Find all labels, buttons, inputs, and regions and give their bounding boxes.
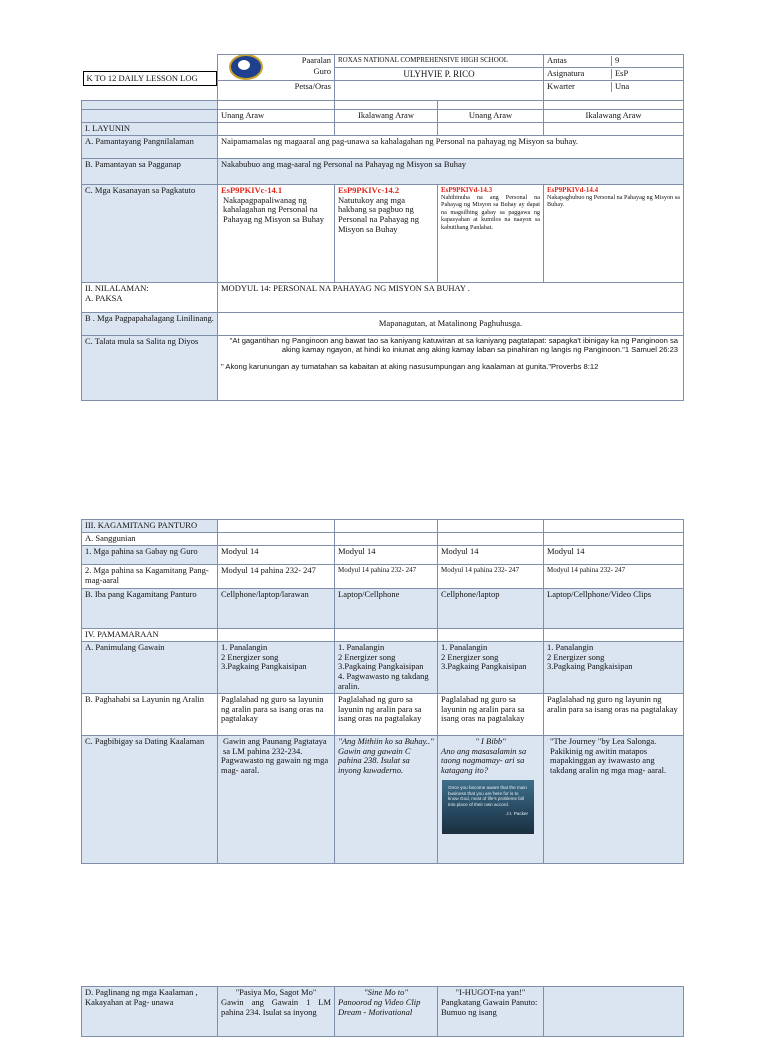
kagamitang-value: Modyul 14 pahina 232- 247: [218, 565, 335, 589]
kasanayan-col-2: [335, 184, 438, 282]
panimulang-col-3: [438, 641, 544, 693]
competency-code: EsP9PKIVc-14.1: [221, 184, 283, 195]
competency-text: Natutukoy ang mga hakbang sa pagbuo ng Personal na Pahayag ng Misyon sa Buhay: [338, 194, 419, 234]
nilalaman-label-cell: [82, 282, 218, 312]
paglinang-col-1: [218, 987, 335, 1037]
kasanayan-col-4: [544, 184, 684, 282]
paghahabi-value: Paglalahad ng guro sa layunin ng aralin para sa isang oras na pagtalakay: [218, 693, 335, 735]
gabay-guro-value: Modyul 14: [544, 546, 684, 565]
activity-title: "I-HUGOT-na yan!": [455, 987, 526, 997]
day-header: Ikalawang Araw: [335, 110, 438, 123]
pag-uugnay-text: Gawin ang Paunang Pagtataya sa LM pahina 232-234.: [223, 735, 327, 756]
activity-title: "Ang Mithiin ko sa Buhay..": [338, 735, 434, 746]
kagamitang-value: Modyul 14 pahina 232- 247: [335, 565, 438, 589]
list-item: 2 Energizer song: [441, 651, 499, 662]
paglinang-col-4: [544, 987, 684, 1037]
paglinang-col-2: [335, 987, 438, 1037]
label-pagpapahalaga: B . Mga Pagpapahalagang Linilinang.: [82, 312, 218, 335]
pag-uugnay-col-3: [438, 735, 544, 863]
talata-quote-2: " Akong karunungan ay tumatahan sa kabaitan at aking nasusumpungan ang kaalaman at gunita."Proverbs 8:12: [221, 362, 599, 372]
lesson-log-table-2: [81, 519, 684, 864]
label-pag-uugnay: C. Pagbibigay sa Dating Kaalaman: [82, 735, 218, 863]
paghahabi-value: Paglalahad ng guro sa layunin ng aralin para sa isang oras na pagtalakay: [335, 693, 438, 735]
label-pamantayang-pangnilalaman: A. Pamantayang Pangnilalaman: [82, 135, 218, 158]
label-kagamitang-pang-mag-aaral: 2. Mga pahina sa Kagamitang Pang-mag-aaral: [82, 565, 218, 589]
panimulang-col-2: [335, 641, 438, 693]
logo-cell: [218, 55, 335, 81]
asignatura-label: Asignatura: [547, 68, 585, 78]
guro-value: ULYHVIE P. RICO: [335, 68, 544, 81]
quote-image: [442, 780, 534, 834]
competency-text: Nakapagbubuo ng Personal na Pahayag ng Misyon sa Buhay.: [547, 193, 680, 209]
kasanayan-col-3: [438, 184, 544, 282]
section-nilalaman: II. NILALAMAN:: [85, 282, 149, 293]
text-pagpapahalaga: Mapanagutan, at Matalinong Paghuhusga.: [218, 312, 684, 335]
paksa-label: A. PAKSA: [85, 292, 123, 303]
text-pamantayan-pagganap: Nakabubuo ang mag-aaral ng Personal na Pahayag ng Misyon sa Buhay: [218, 158, 684, 184]
activity-text: Pangkatang Gawain Panuto: Bumuo ng isang: [441, 996, 538, 1017]
iba-pang-kagamitan-value: Cellphone/laptop: [438, 589, 544, 629]
day-header: Ikalawang Araw: [544, 110, 684, 123]
list-item: 3.Pagkaing Pangkaisipan: [441, 661, 527, 672]
petsa-value: [335, 81, 544, 101]
talata-cell: [218, 335, 684, 400]
list-item: 1. Panalangin: [338, 641, 385, 652]
list-item: 2 Energizer song: [221, 651, 279, 662]
day-header: Unang Araw: [218, 110, 335, 123]
day-header-row: [82, 110, 684, 123]
list-item: 1. Panalangin: [221, 641, 268, 652]
asignatura-cell: [544, 68, 684, 81]
gabay-guro-value: Modyul 14: [218, 546, 335, 565]
competency-code: EsP9PKIVd-14.3: [441, 185, 493, 194]
list-item: 3.Pagkaing Pangkaisipan: [221, 661, 307, 672]
label-talata: C. Talata mula sa Salita ng Diyos: [82, 335, 218, 400]
paghahabi-value: Paglalahad ng guro ng layunin ng aralin para sa isang oras na pagtalakay: [544, 693, 684, 735]
pag-uugnay-col-1: [218, 735, 335, 863]
list-item: 3.Pagkaing Pangkaisipan: [547, 661, 633, 672]
paksa-text: MODYUL 14: PERSONAL NA PAHAYAG NG MISYON SA BUHAY .: [218, 282, 684, 312]
paghahabi-value: Paglalahad ng guro sa layunin ng aralin para sa isang oras na pagtalakay: [438, 693, 544, 735]
kwarter-value: Una: [611, 82, 629, 92]
talata-quote-1: "At gagantihan ng Panginoon ang bawat tao sa kaniyang katuwiran at sa kaniyang pagtatapat: sapagka't ibinigay ka ng Panginoon sa aking kamay ngayon, at hindi ko iniunat ang aking kamay laban sa pinahiran ng langis ng Panginoon."1 Samuel 26:23: [229, 335, 679, 354]
label-paghahabi: B. Paghahabi sa Layunin ng Aralin: [82, 693, 218, 735]
panimulang-col-1: [218, 641, 335, 693]
list-item: 2 Energizer song: [338, 651, 396, 662]
activity-title: " I Bibb": [475, 735, 506, 746]
antas-label: Antas: [547, 55, 567, 65]
competency-text: Nahihinuha na ang Personal na Pahayag ng Misyon sa Buhay ay dapat na magsilbing gabay sa paggawa ng kapasyahan at kumilos na naayon sa kabutihang Panlahat.: [441, 193, 541, 231]
paaralan-value: ROXAS NATIONAL COMPREHENSIVE HIGH SCHOOL: [335, 55, 544, 68]
activity-text: Gawin ang Gawain 1 LM pahina 234. Isulat sa inyong: [221, 996, 331, 1017]
activity-title: "Pasiya Mo, Sagot Mo": [235, 987, 317, 997]
gabay-guro-value: Modyul 14: [438, 546, 544, 565]
iba-pang-kagamitan-value: Cellphone/laptop/larawan: [218, 589, 335, 629]
iba-pang-kagamitan-value: Laptop/Cellphone: [335, 589, 438, 629]
competency-code: EsP9PKIVc-14.2: [338, 184, 400, 195]
list-item: 1. Panalangin: [547, 641, 594, 652]
pag-uugnay-col-4: "The Journey "by Lea Salonga. Pakikinig ng awitin matapos mapakinggan ay iwawasto ang takdang aralin ng mga mag- aaral.: [544, 735, 684, 863]
asignatura-value: EsP: [611, 69, 628, 79]
kagamitang-value: Modyul 14 pahina 232- 247: [544, 565, 684, 589]
kwarter-cell: [544, 81, 684, 101]
antas-cell: [544, 55, 684, 68]
page-title: K TO 12 DAILY LESSON LOG: [83, 71, 218, 87]
title-cell: [82, 55, 218, 101]
guro-label: Guro: [313, 66, 331, 76]
activity-title: "Sine Mo to": [364, 987, 408, 997]
list-item: 4. Pagwawasto ng takdang aralin.: [338, 671, 429, 691]
list-item: 1. Panalangin: [441, 641, 488, 652]
section-layunin: I. LAYUNIN: [82, 123, 218, 136]
section-kagamitan: III. KAGAMITANG PANTURO: [82, 520, 218, 533]
iba-pang-kagamitan-value: Laptop/Cellphone/Video Clips: [544, 589, 684, 629]
quote-image-author: J.I. Packer: [506, 810, 528, 816]
pag-uugnay-text: Pagwawasto ng gawain ng mga mag- aaral.: [221, 755, 329, 776]
gabay-guro-value: Modyul 14: [335, 546, 438, 565]
kagamitang-value: Modyul 14 pahina 232- 247: [438, 565, 544, 589]
petsa-label: Petsa/Oras: [218, 81, 335, 101]
label-sanggunian: A. Sanggunian: [82, 533, 218, 546]
pag-uugnay-col-2: [335, 735, 438, 863]
paaralan-label: Paaralan: [301, 55, 331, 65]
label-panimulang-gawain: A. Panimulang Gawain: [82, 641, 218, 693]
lesson-log-table-3: [81, 986, 684, 1037]
school-logo-icon: [229, 55, 263, 80]
label-gabay-guro: 1. Mga pahina sa Gabay ng Guro: [82, 546, 218, 565]
list-item: 2 Energizer song: [547, 651, 605, 662]
kasanayan-col-1: [218, 184, 335, 282]
label-pamantayan-pagganap: B. Pamantayan sa Pagganap: [82, 158, 218, 184]
text-pamantayang-pangnilalaman: Naipamamalas ng magaaral ang pag-unawa sa kahalagahan ng Personal na pahayag ng Misyon sa buhay.: [218, 135, 684, 158]
competency-code: EsP9PKIVd-14.4: [547, 185, 599, 194]
antas-value: 9: [611, 56, 619, 66]
section-pamamaraan: IV. PAMAMARAAN: [82, 629, 218, 642]
competency-text: Nakapagpapaliwanag ng kahalagahan ng Personal na Pahayag ng Misyon sa Buhay: [223, 194, 325, 225]
label-iba-pang-kagamitan: B. Iba pang Kagamitang Panturo: [82, 589, 218, 629]
quote-image-text: Once you become aware that the main business that you are here for is to know God, most of life's problems fall into place of their own accord.: [448, 784, 527, 808]
label-kasanayan: C. Mga Kasanayan sa Pagkatuto: [82, 184, 218, 282]
paglinang-col-3: [438, 987, 544, 1037]
list-item: 3.Pagkaing Pangkaisipan: [338, 661, 424, 672]
panimulang-col-4: [544, 641, 684, 693]
activity-text: Panoorod ng Video Clip Dream - Motivational: [338, 996, 421, 1017]
activity-text: Ano ang masasalamin sa taong nagmamay- ari sa katagang ito?: [441, 745, 527, 776]
spacer-row: [82, 101, 684, 110]
label-paglinang: D. Paglinang ng mga Kaalaman , Kakayahan at Pag- unawa: [82, 987, 218, 1037]
day-header: Unang Araw: [438, 110, 544, 123]
activity-text: Gawin ang gawain C pahina 238. Isulat sa inyong kuwaderno.: [338, 745, 411, 776]
lesson-log-table-1: [81, 54, 684, 401]
kwarter-label: Kwarter: [547, 81, 575, 92]
